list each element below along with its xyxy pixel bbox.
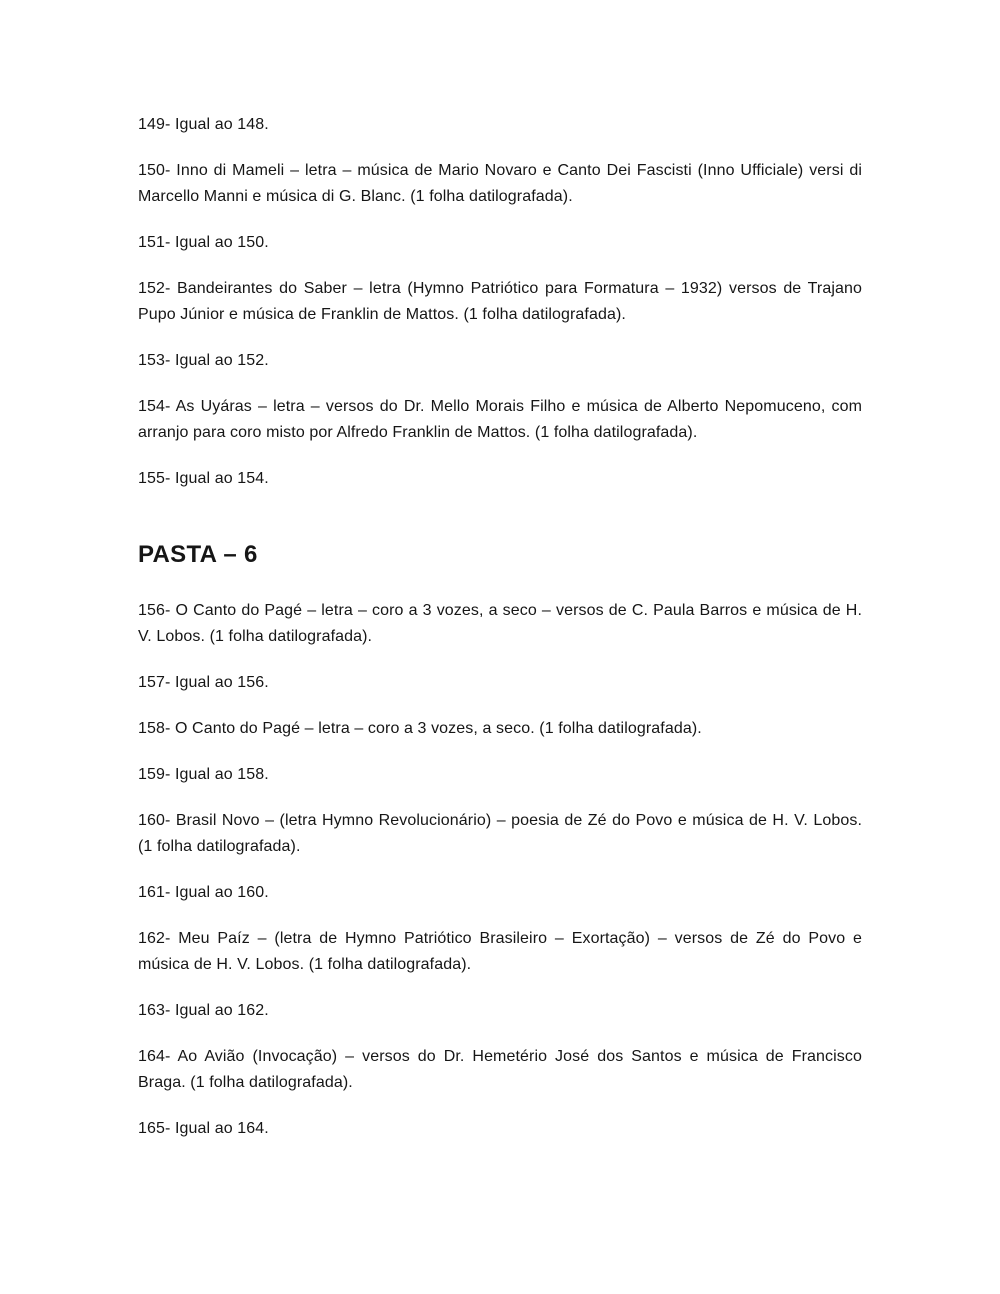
- catalog-entry-150: 150- Inno di Mameli – letra – música de Mario Novaro e Canto Dei Fascisti (Inno Ufficiale) versi di Marcello Manni e música di G. Blanc. (1 folha datilografada).: [138, 162, 862, 205]
- catalog-entry-158: 158- O Canto do Pagé – letra – coro a 3 vozes, a seco. (1 folha datilografada).: [138, 720, 702, 737]
- catalog-entry-157: 157- Igual ao 156.: [138, 674, 269, 691]
- catalog-entry-160: 160- Brasil Novo – (letra Hymno Revolucionário) – poesia de Zé do Povo e música de H. V. Lobos. (1 folha datilografada).: [138, 812, 862, 855]
- catalog-entry-155: 155- Igual ao 154.: [138, 470, 269, 487]
- catalog-entry-156: 156- O Canto do Pagé – letra – coro a 3 vozes, a seco – versos de C. Paula Barros e música de H. V. Lobos. (1 folha datilografada).: [138, 602, 862, 645]
- catalog-entry-164: 164- Ao Avião (Invocação) – versos do Dr. Hemetério José dos Santos e música de Francisco Braga. (1 folha datilografada).: [138, 1048, 862, 1091]
- catalog-entry-161: 161- Igual ao 160.: [138, 884, 269, 901]
- catalog-entry-149: 149- Igual ao 148.: [138, 116, 269, 133]
- catalog-entry-162: 162- Meu Paíz – (letra de Hymno Patriótico Brasileiro – Exortação) – versos de Zé do Povo e música de H. V. Lobos. (1 folha datilografada).: [138, 930, 862, 973]
- catalog-entry-163: 163- Igual ao 162.: [138, 1002, 269, 1019]
- section-heading-pasta-6: PASTA – 6: [138, 541, 258, 568]
- catalog-entry-152: 152- Bandeirantes do Saber – letra (Hymno Patriótico para Formatura – 1932) versos de Trajano Pupo Júnior e música de Franklin de Mattos. (1 folha datilografada).: [138, 280, 862, 323]
- catalog-entry-153: 153- Igual ao 152.: [138, 352, 269, 369]
- catalog-entry-165: 165- Igual ao 164.: [138, 1120, 269, 1137]
- catalog-entry-154: 154- As Uyáras – letra – versos do Dr. Mello Morais Filho e música de Alberto Nepomuceno, com arranjo para coro misto por Alfredo Franklin de Mattos. (1 folha datilografada).: [138, 398, 862, 441]
- catalog-entry-159: 159- Igual ao 158.: [138, 766, 269, 783]
- catalog-entry-151: 151- Igual ao 150.: [138, 234, 269, 251]
